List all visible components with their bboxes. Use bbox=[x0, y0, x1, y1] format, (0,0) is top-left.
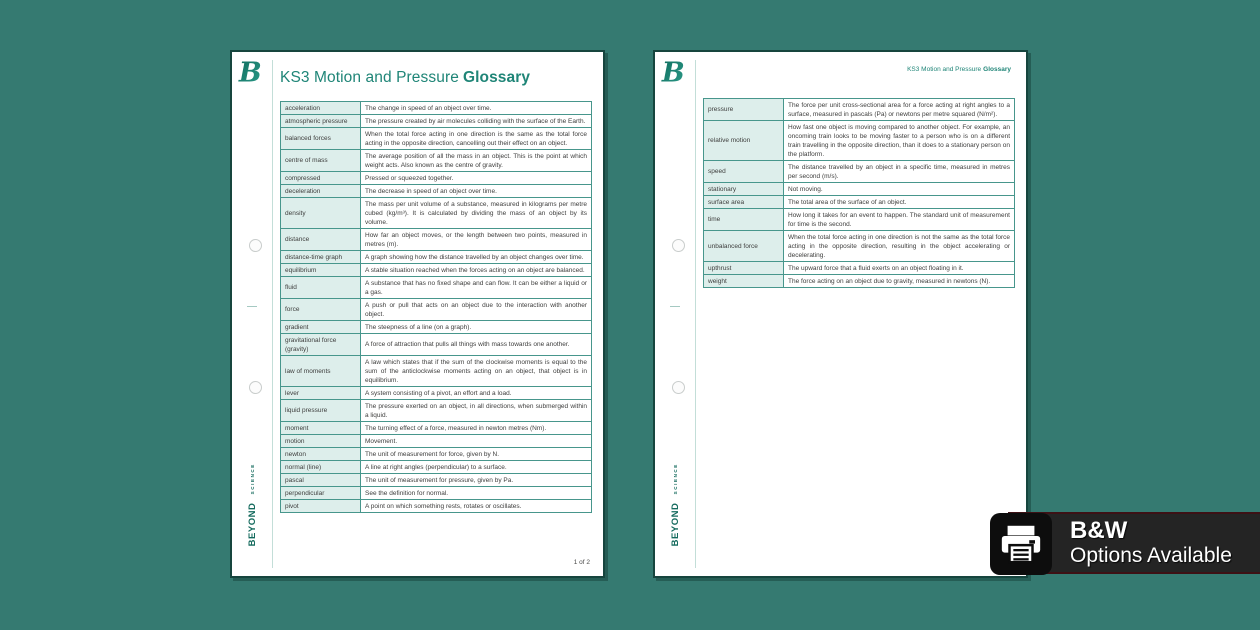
definition-cell: The unit of measurement for force, given by N. bbox=[361, 448, 592, 461]
term-cell: density bbox=[281, 198, 361, 229]
definition-cell: Not moving. bbox=[784, 183, 1015, 196]
term-cell: acceleration bbox=[281, 102, 361, 115]
definition-cell: A point on which something rests, rotates or oscillates. bbox=[361, 500, 592, 513]
table-row bbox=[281, 500, 592, 513]
term-cell: atmospheric pressure bbox=[281, 115, 361, 128]
term-cell: centre of mass bbox=[281, 150, 361, 172]
definition-cell: How far an object moves, or the length between two points, measured in metres (m). bbox=[361, 229, 592, 251]
term-cell: unbalanced force bbox=[704, 231, 784, 262]
definition-cell: A graph showing how the distance travelled by an object changes over time. bbox=[361, 251, 592, 264]
definition-cell: The decrease in speed of an object over time. bbox=[361, 185, 592, 198]
table-row bbox=[281, 400, 592, 422]
table-row bbox=[281, 356, 592, 387]
term-cell: balanced forces bbox=[281, 128, 361, 150]
definition-cell: A push or pull that acts on an object due to the interaction with another object. bbox=[361, 299, 592, 321]
table-row bbox=[281, 422, 592, 435]
term-cell: equilibrium bbox=[281, 264, 361, 277]
term-cell: upthrust bbox=[704, 262, 784, 275]
table-row bbox=[281, 487, 592, 500]
definition-cell: See the definition for normal. bbox=[361, 487, 592, 500]
glossary-table-body bbox=[704, 99, 1015, 288]
brand-tagline: SCIENCE bbox=[673, 462, 678, 494]
term-cell: relative motion bbox=[704, 121, 784, 161]
term-cell: stationary bbox=[704, 183, 784, 196]
table-row bbox=[281, 229, 592, 251]
definition-cell: A stable situation reached when the forces acting on an object are balanced. bbox=[361, 264, 592, 277]
running-header-regular: KS3 Motion and Pressure bbox=[907, 66, 982, 73]
term-cell: pressure bbox=[704, 99, 784, 121]
glossary-page-1 bbox=[230, 50, 605, 578]
table-row bbox=[281, 321, 592, 334]
table-row bbox=[281, 172, 592, 185]
table-row bbox=[281, 387, 592, 400]
definition-cell: The change in speed of an object over time. bbox=[361, 102, 592, 115]
definition-cell: The mass per unit volume of a substance, measured in kilograms per metre cubed (kg/m³). It is calculated by dividing the mass of an object by its volume. bbox=[361, 198, 592, 229]
glossary-table-page-2 bbox=[703, 98, 1015, 288]
table-row bbox=[281, 115, 592, 128]
table-row bbox=[281, 251, 592, 264]
table-row bbox=[704, 121, 1015, 161]
definition-cell: When the total force acting in one direction is the same as the total force acting in the opposite direction, cancelling out their effect on an object. bbox=[361, 128, 592, 150]
hole-punch bbox=[672, 239, 685, 252]
definition-cell: A law which states that if the sum of the clockwise moments is equal to the sum of the anticlockwise moments acting on an object, that object is in equilibrium. bbox=[361, 356, 592, 387]
page-number: 1 of 2 bbox=[573, 559, 590, 566]
term-cell: gravitational force (gravity) bbox=[281, 334, 361, 356]
bw-badge-subtitle: Options Available bbox=[1070, 544, 1232, 567]
definition-cell: Pressed or squeezed together. bbox=[361, 172, 592, 185]
term-cell: distance bbox=[281, 229, 361, 251]
svg-text:B: B bbox=[661, 57, 685, 88]
table-row bbox=[704, 161, 1015, 183]
term-cell: law of moments bbox=[281, 356, 361, 387]
term-cell: compressed bbox=[281, 172, 361, 185]
term-cell: pivot bbox=[281, 500, 361, 513]
term-cell: moment bbox=[281, 422, 361, 435]
page-title bbox=[280, 69, 530, 87]
term-cell: motion bbox=[281, 435, 361, 448]
brand-name: BEYOND bbox=[247, 502, 258, 546]
definition-cell: The turning effect of a force, measured in newton metres (Nm). bbox=[361, 422, 592, 435]
table-row bbox=[281, 435, 592, 448]
table-row bbox=[704, 231, 1015, 262]
table-row bbox=[281, 198, 592, 229]
definition-cell: Movement. bbox=[361, 435, 592, 448]
term-cell: fluid bbox=[281, 277, 361, 299]
definition-cell: The force acting on an object due to gravity, measured in newtons (N). bbox=[784, 275, 1015, 288]
table-row bbox=[704, 183, 1015, 196]
definition-cell: A system consisting of a pivot, an effort and a load. bbox=[361, 387, 592, 400]
table-row bbox=[281, 150, 592, 172]
beyond-logo-icon bbox=[238, 57, 265, 88]
definition-cell: The pressure exerted on an object, in all directions, when submerged within a liquid. bbox=[361, 400, 592, 422]
table-row bbox=[281, 128, 592, 150]
hole-punch bbox=[249, 239, 262, 252]
term-cell: weight bbox=[704, 275, 784, 288]
printer-icon bbox=[990, 513, 1052, 575]
table-row bbox=[281, 277, 592, 299]
term-cell: perpendicular bbox=[281, 487, 361, 500]
term-cell: deceleration bbox=[281, 185, 361, 198]
definition-cell: A force of attraction that pulls all things with mass towards one another. bbox=[361, 334, 592, 356]
margin-divider bbox=[695, 60, 696, 568]
term-cell: speed bbox=[704, 161, 784, 183]
definition-cell: A line at right angles (perpendicular) to a surface. bbox=[361, 461, 592, 474]
term-cell: pascal bbox=[281, 474, 361, 487]
definition-cell: The upward force that a fluid exerts on an object floating in it. bbox=[784, 262, 1015, 275]
table-row bbox=[281, 264, 592, 277]
brand-tagline: SCIENCE bbox=[250, 462, 255, 494]
definition-cell: When the total force acting in one direction is not the same as the total force acting in the opposite direction, resulting in the object accelerating or decelerating. bbox=[784, 231, 1015, 262]
page-title-bold: Glossary bbox=[462, 69, 531, 86]
glossary-page-2 bbox=[653, 50, 1028, 578]
definition-cell: The force per unit cross-sectional area for a force acting at right angles to a surface, measured in pascals (Pa) or newtons per metre squared (N/m²). bbox=[784, 99, 1015, 121]
bw-badge-title: B&W bbox=[1070, 517, 1128, 544]
table-row bbox=[281, 474, 592, 487]
glossary-table-body bbox=[281, 102, 592, 513]
brand-name: BEYOND bbox=[670, 502, 681, 546]
hole-punch bbox=[672, 381, 685, 394]
table-row bbox=[281, 102, 592, 115]
running-header bbox=[907, 66, 1011, 73]
definition-cell: How long it takes for an event to happen. The standard unit of measurement for time is the second. bbox=[784, 209, 1015, 231]
table-row bbox=[281, 185, 592, 198]
definition-cell: The unit of measurement for pressure, given by Pa. bbox=[361, 474, 592, 487]
definition-cell: A substance that has no fixed shape and can flow. It can be either a liquid or a gas. bbox=[361, 277, 592, 299]
brand-vertical-text bbox=[668, 463, 684, 546]
table-row bbox=[281, 334, 592, 356]
table-row bbox=[281, 299, 592, 321]
term-cell: normal (line) bbox=[281, 461, 361, 474]
definition-cell: How fast one object is moving compared to another object. For example, an oncoming train looks to be moving faster to a person who is on a different train travelling in the opposite direction, than it does to a stationary person on the platform. bbox=[784, 121, 1015, 161]
table-row bbox=[704, 209, 1015, 231]
table-row bbox=[704, 99, 1015, 121]
hole-punch bbox=[249, 381, 262, 394]
centre-mark bbox=[670, 306, 680, 307]
term-cell: gradient bbox=[281, 321, 361, 334]
term-cell: time bbox=[704, 209, 784, 231]
term-cell: liquid pressure bbox=[281, 400, 361, 422]
page-title-regular: KS3 Motion and Pressure bbox=[280, 69, 459, 86]
beyond-logo-icon bbox=[661, 57, 688, 88]
table-row bbox=[281, 461, 592, 474]
definition-cell: The steepness of a line (on a graph). bbox=[361, 321, 592, 334]
centre-mark bbox=[247, 306, 257, 307]
term-cell: lever bbox=[281, 387, 361, 400]
svg-text:B: B bbox=[238, 57, 262, 88]
table-row bbox=[704, 275, 1015, 288]
glossary-table-page-1 bbox=[280, 101, 592, 513]
term-cell: newton bbox=[281, 448, 361, 461]
term-cell: force bbox=[281, 299, 361, 321]
definition-cell: The distance travelled by an object in a specific time, measured in metres per second (m/s). bbox=[784, 161, 1015, 183]
running-header-bold: Glossary bbox=[983, 66, 1011, 73]
definition-cell: The pressure created by air molecules colliding with the surface of the Earth. bbox=[361, 115, 592, 128]
definition-cell: The total area of the surface of an object. bbox=[784, 196, 1015, 209]
table-row bbox=[281, 448, 592, 461]
margin-divider bbox=[272, 60, 273, 568]
definition-cell: The average position of all the mass in an object. This is the point at which weight acts. Also known as the centre of gravity. bbox=[361, 150, 592, 172]
table-row bbox=[704, 196, 1015, 209]
term-cell: distance-time graph bbox=[281, 251, 361, 264]
brand-vertical-text bbox=[245, 463, 261, 546]
term-cell: surface area bbox=[704, 196, 784, 209]
table-row bbox=[704, 262, 1015, 275]
